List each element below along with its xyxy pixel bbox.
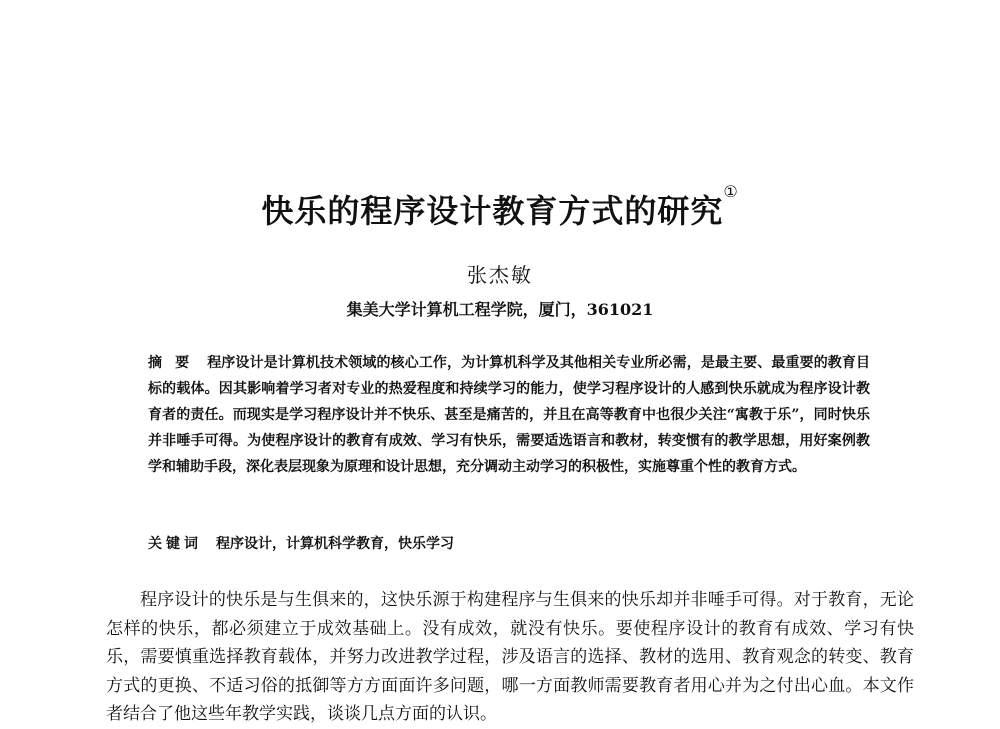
author-name: 张杰敏 [467,263,533,287]
body-text [106,586,914,729]
author-affiliation: 集美大学计算机工程学院，厦门，361021 [346,300,654,319]
paper-title [0,182,1000,232]
title-footnote-mark: ① [723,182,739,201]
abstract-text: 程序设计是计算机技术领域的核心工作，为计算机科学及其他相关专业所必需，是最主要、最重要的教育目标的载体。因其影响着学习者对专业的热爱程度和持续学习的能力，使学习程序设计的人感到快乐就成为程序设计教育者的责任。而现实是学习程序设计并不快乐、甚至是痛苦的，并且在高等教育中也很少关注“寓教于乐”，同时快乐并非唾手可得。为使程序设计的教育有成效、学习有快乐，需要适选语言和教材，转变惯有的教学思想，用好案例教学和辅助手段，深化表层现象为原理和设计思想，充分调动主动学习的积极性，实施尊重个性的教育方式。 [148,355,871,475]
abstract-label: 摘 要 [148,355,194,371]
body-paragraph: 程序设计的快乐是与生俱来的，这快乐源于构建程序与生俱来的快乐却并非唾手可得。对于教育，无论怎样的快乐，都必须建立于成效基础上。没有成效，就没有快乐。要使程序设计的教育有成效、学习有快乐，需要慎重选择教育载体，并努力改进教学过程，涉及语言的选择、教材的选用、教育观念的转变、教育方式的更换、不适习俗的抵御等方方面面许多问题，哪一方面教师需要教育者用心并为之付出心血。本文作者结合了他这些年教学实践，谈谈几点方面的认识。 [106,590,914,724]
keywords [148,531,870,557]
title-text: 快乐的程序设计教育方式的研究 [261,192,724,230]
keywords-label: 关键词 [148,536,202,552]
abstract [148,350,870,480]
keywords-text: 程序设计，计算机科学教育，快乐学习 [216,536,454,552]
